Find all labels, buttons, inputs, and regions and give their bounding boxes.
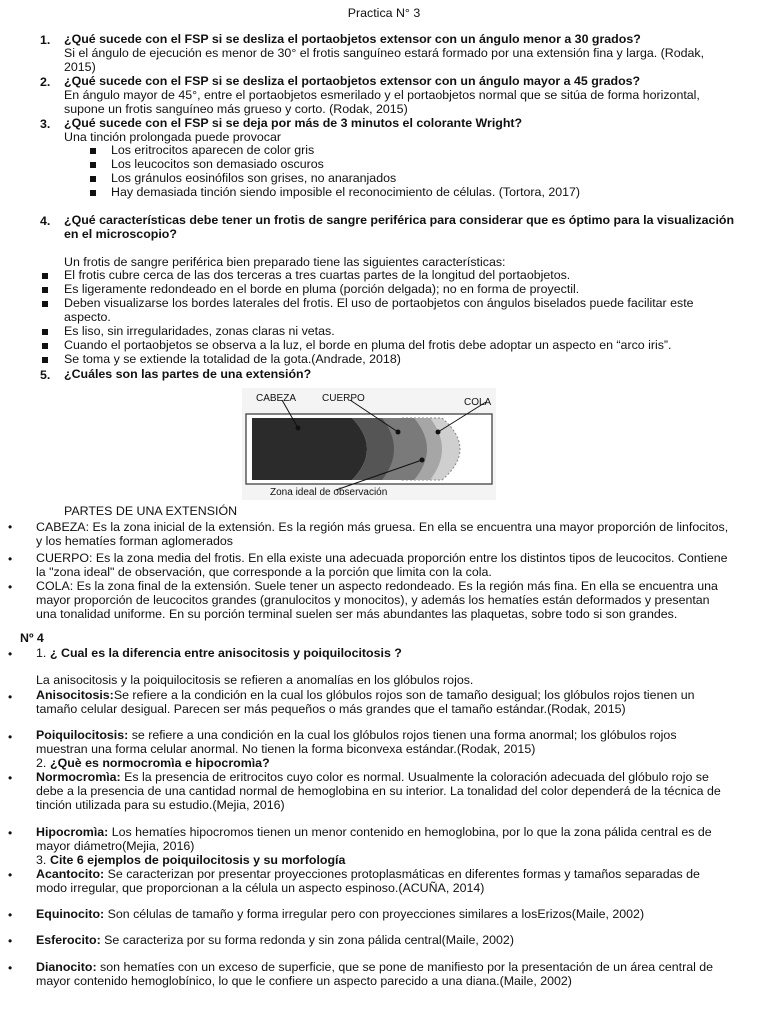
bullet-icon: • <box>8 690 13 704</box>
bullet-icon: • <box>8 934 13 948</box>
acanto-line2: modo irregular, que proporcionan a la célula un aspecto espinoso.(ACUÑA, 2014) <box>36 881 485 895</box>
bullet-icon: • <box>8 580 13 594</box>
acanto-line1 <box>36 868 700 882</box>
n4-q2-number: 2. <box>36 756 47 770</box>
bullet-icon: • <box>8 520 13 534</box>
esfero-text1: Se caracteriza por su forma redonda y sin zona pálida central(Maile, 2002) <box>100 933 514 947</box>
q4-item: Se toma y se extiende la totalidad de la gota.(Andrade, 2018) <box>64 352 401 366</box>
q1-question: ¿Qué sucede con el FSP si se desliza el portaobjetos extensor con un ángulo menor a 30 grados? <box>64 32 641 46</box>
q3-item: Los gránulos eosinófilos son grises, no anaranjados <box>111 171 397 185</box>
normo-line1 <box>36 771 709 785</box>
q4-item: Es liso, sin irregularidades, zonas claras ni vetas. <box>64 324 335 338</box>
bullet-icon: • <box>8 908 13 922</box>
bullet-icon <box>90 162 96 168</box>
term-hipocromia: Hipocromìa: <box>36 825 109 839</box>
equi-text1: Son células de tamaño y forma irregular pero con proyecciones similares a losErizos(Maile, 2002) <box>104 907 645 921</box>
q3-number: 3. <box>40 117 51 131</box>
q4-item: Cuando el portaobjetos se observa a la luz, el borde en pluma del frotis debe adoptar un aspecto en “arco iris”. <box>64 338 672 352</box>
q2-answer-line2: supone un frotis sanguíneo más grueso y corto. (Rodak, 2015) <box>64 102 408 116</box>
partes-cola-line1: COLA: Es la zona final de la extensión. Suele tener un aspecto redondeado. Es la región más fina. En ella se encuentra una <box>36 579 718 593</box>
n4-intro: La anisocitosis y la poiquilocitosis se refieren a anomalías en los glóbulos rojos. <box>36 673 474 687</box>
term-dianocito: Dianocito: <box>36 960 97 974</box>
bullet-icon: • <box>8 826 13 840</box>
bullet-icon <box>42 301 48 307</box>
q4-question-line2: en el microscopio? <box>64 227 177 241</box>
pointer-dot-cuerpo <box>396 430 401 435</box>
bullet-icon <box>42 343 48 349</box>
aniso-line1 <box>36 689 694 703</box>
partes-cuerpo-line2: la "zona ideal" de observación, que corresponde a la porción que limita con la cola. <box>36 565 492 579</box>
bullet-icon: • <box>8 730 13 744</box>
q4-item-continued: aspecto. <box>64 310 111 324</box>
bullet-icon <box>42 287 48 293</box>
q1-answer-line2: 2015) <box>64 60 96 74</box>
label-cola: COLA <box>464 397 492 408</box>
term-poiquilocitosis: Poiquilocitosis: <box>36 728 129 742</box>
q3-item: Los leucocitos son demasiado oscuros <box>111 157 324 171</box>
bullet-icon <box>90 148 96 154</box>
partes-cuerpo-line1: CUERPO: Es la zona media del frotis. En ella existe una adecuada proporción entre los distintos tipos de leucocitos. Contiene <box>36 551 728 565</box>
partes-cola-line3: una tonalidad uniforme. En su porción terminal suelen ser más abundantes las plaquetas, sobre todo si son grandes. <box>36 607 678 621</box>
q4-number: 4. <box>40 214 51 228</box>
hipo-text1: Los hematíes hipocromos tienen un menor contenido en hemoglobina, por lo que la zona pálida central es de <box>108 825 712 839</box>
bullet-icon <box>90 190 96 196</box>
partes-cabeza-line1: CABEZA: Es la zona inicial de la extensión. Es la región más gruesa. En ella se encuentra una mayor proporción de linfocitos, <box>36 520 729 534</box>
q3-intro: Una tinción prolongada puede provocar <box>64 130 281 144</box>
n4-q1-number: 1. <box>36 646 47 660</box>
smear-head <box>252 418 367 480</box>
q4-item: El frotis cubre cerca de las dos terceras a tres cuartas partes de la longitud del portaobjetos. <box>64 268 571 282</box>
bullet-icon <box>90 176 96 182</box>
term-anisocitosis: Anisocitosis: <box>36 688 114 702</box>
pointer-dot-cola <box>436 430 441 435</box>
partes-cabeza-line2: y los hematíes forman aglomerados <box>36 534 233 548</box>
partes-cola-line2: mayor proporción de leucocitos grandes (granulocitos y monocitos), y además los hematíes están deformados y presentan <box>36 593 710 607</box>
q3-item: Los eritrocitos aparecen de color gris <box>111 143 315 157</box>
poiq-line1 <box>36 729 677 743</box>
pointer-dot-cabeza <box>296 426 301 431</box>
section-heading: Nº 4 <box>20 631 44 645</box>
q2-number: 2. <box>40 75 51 89</box>
term-esferocito: Esferocito: <box>36 933 101 947</box>
q2-question: ¿Qué sucede con el FSP si se desliza el portaobjetos extensor con un ángulo mayor a 45 grados? <box>64 74 641 88</box>
n4-q3-question: Cite 6 ejemplos de poiquilocitosis y su morfología <box>50 853 346 867</box>
diano-line2: mayor contenido hemoglobínico, lo que le confiere un aspecto parecido a una diana.(Maile, 2002) <box>36 974 572 988</box>
pointer-dot-zona <box>420 458 425 463</box>
aniso-line2: tamaño celular desigual. Parecen ser más pequeños o más grandes que el tamaño estándar.(Rodak, 2015) <box>36 702 626 716</box>
q2-answer-line1: En ángulo mayor de 45°, entre el portaobjetos esmerilado y el portaobjetos normal que se sitúa de forma horizontal, <box>64 88 700 102</box>
hipo-line2: mayor diámetro(Mejia, 2016) <box>36 839 195 853</box>
acanto-text1: Se caracterizan por presentar proyecciones protoplasmáticas en diferentes formas y tamaños separadas de <box>104 867 700 881</box>
label-cuerpo: CUERPO <box>322 393 365 404</box>
diano-line1 <box>36 961 713 975</box>
diano-text1: son hematíes con un exceso de superficie, que se pone de manifiesto por la presentación de un área central de <box>96 960 714 974</box>
label-cabeza: CABEZA <box>256 393 297 404</box>
q1-answer-line1: Si el ángulo de ejecución es menor de 30° el frotis sanguíneo estará formado por una extensión fina y larga. (Rodak, <box>64 46 705 60</box>
q1-number: 1. <box>40 33 51 47</box>
normo-line2: debe a la presencia de una cantidad normal de hemoglobina en su interior. La tonalidad del color dependerá de la técnica de <box>36 784 721 798</box>
term-equinocito: Equinocito: <box>36 907 105 921</box>
bullet-icon: • <box>8 868 13 882</box>
q4-item: Deben visualizarse los bordes laterales del frotis. El uso de portaobjetos con ángulos biselados puede facilitar este <box>64 296 694 310</box>
hipo-line1 <box>36 826 712 840</box>
esfero-line1 <box>36 934 514 948</box>
q4-question-line1: ¿Qué características debe tener un frotis de sangre periférica para considerar que es óptimo para la visualización <box>64 213 735 227</box>
q3-question: ¿Qué sucede con el FSP si se deja por más de 3 minutos el colorante Wright? <box>64 116 523 130</box>
bullet-icon: • <box>8 552 13 566</box>
bullet-icon: • <box>8 961 13 975</box>
smear-figure <box>242 388 496 500</box>
q5-number: 5. <box>40 368 51 382</box>
q5-question: ¿Cuáles son las partes de una extensión? <box>64 367 312 381</box>
blood-smear-diagram <box>242 388 496 500</box>
poiq-text1: se refiere a una condición en la cual los glóbulos rojos tienen una forma anormal; los glóbulos rojos <box>128 728 677 742</box>
q4-intro: Un frotis de sangre periférica bien preparado tiene las siguientes características: <box>64 255 506 269</box>
term-normocromia: Normocromìa: <box>36 770 121 784</box>
q3-item: Hay demasiada tinción siendo imposible el reconocimiento de células. (Tortora, 2017) <box>111 185 581 199</box>
page-title: Practica N° 3 <box>347 6 421 20</box>
poiq-line2: muestran una forma celular anormal. No tienen la forma biconvexa estándar.(Rodak, 2015) <box>36 742 536 756</box>
bullet-icon <box>42 357 48 363</box>
partes-heading: PARTES DE UNA EXTENSIÓN <box>64 504 238 518</box>
label-zona: Zona ideal de observación <box>270 487 388 498</box>
n4-q1-question: ¿ Cual es la diferencia entre anisocitosis y poiquilocitosis ? <box>50 646 402 660</box>
bullet-icon <box>42 273 48 279</box>
n4-q3-number: 3. <box>36 853 47 867</box>
term-acantocito: Acantocito: <box>36 867 105 881</box>
aniso-text1: Se refiere a la condición en la cual los glóbulos rojos son de tamaño desigual; los glóbulos rojos tienen un <box>113 688 695 702</box>
normo-line3: tinción utilizada para su estudio.(Mejia, 2016) <box>36 798 285 812</box>
bullet-icon <box>42 329 48 335</box>
bullet-icon: • <box>8 647 13 661</box>
q4-item: Es ligeramente redondeado en el borde en pluma (porción delgada); no en forma de proyectil. <box>64 282 580 296</box>
normo-text1: Es la presencia de eritrocitos cuyo color es normal. Usualmente la coloración adecuada del glóbulo rojo se <box>120 770 709 784</box>
n4-q2-question: ¿Què es normocromìa e hipocromìa? <box>50 756 270 770</box>
bullet-icon: • <box>8 771 13 785</box>
equi-line1 <box>36 908 644 922</box>
